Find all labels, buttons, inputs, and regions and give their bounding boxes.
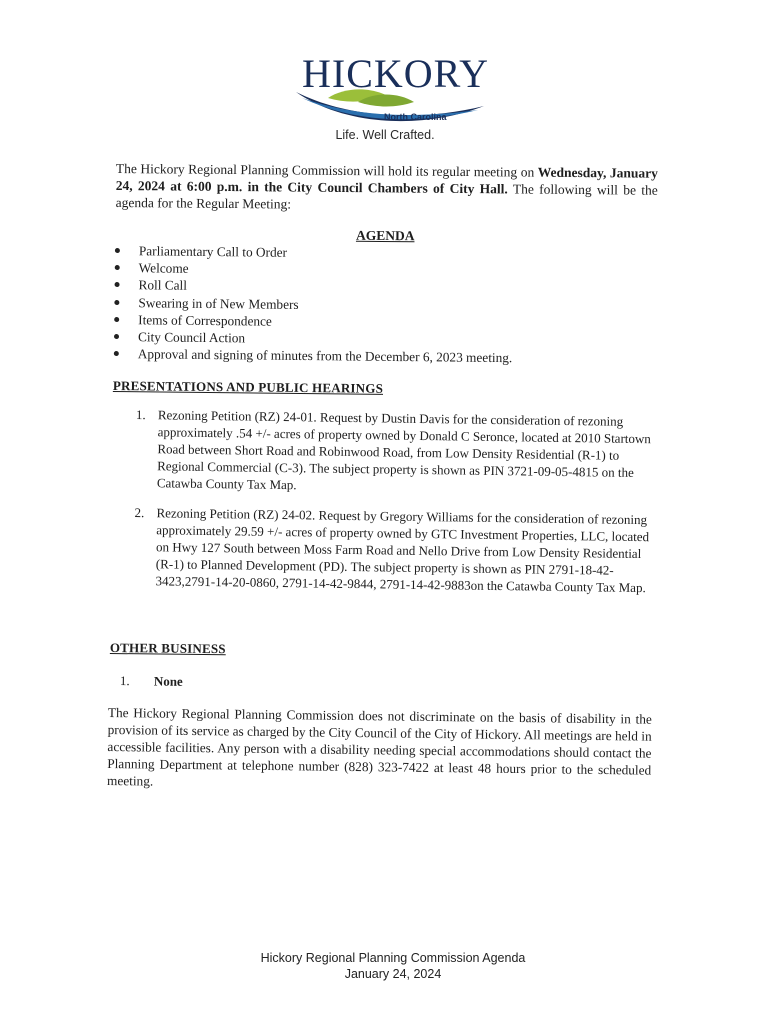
footer-title: Hickory Regional Planning Commission Agenda <box>260 951 526 965</box>
hickory-logo <box>288 46 488 132</box>
intro-text-end: The following will be the agenda for the Regular Meeting: <box>115 181 658 212</box>
presentation-item <box>135 406 654 498</box>
logo-wordmark: HICKORY <box>302 51 490 96</box>
bullet-icon <box>114 351 119 356</box>
other-business-list <box>120 672 420 706</box>
bullet-icon <box>114 300 119 305</box>
agenda-item: City Council Action <box>111 328 611 350</box>
accessibility-statement: The Hickory Regional Planning Commission does not discriminate on the basis of disability in the provision of its service as charged by the City Council of the City of Hickory. All meetings are held in accessible facilities. Any person with a disability needing special accommodations should contact the Planning Department at telephone number (828) 323-7422 at least 48 hours prior to the scheduled meeting. <box>106 704 652 789</box>
bullet-icon <box>114 317 119 322</box>
bullet-icon <box>115 265 120 270</box>
presentations-heading: PRESENTATIONS AND PUBLIC HEARINGS <box>112 378 384 396</box>
intro-text: The Hickory Regional Planning Commission will hold its regular meeting on <box>115 160 538 180</box>
item-number: 1. <box>135 406 146 423</box>
presentations-list <box>133 406 654 609</box>
bullet-icon <box>115 282 120 287</box>
intro-paragraph <box>116 160 658 216</box>
other-business-item <box>120 672 420 693</box>
bullet-icon <box>115 248 120 253</box>
agenda-item: Approval and signing of minutes from the December 6, 2023 meeting. <box>111 345 611 367</box>
agenda-item: Welcome <box>112 259 612 281</box>
agenda-item: Items of Correspondence <box>111 311 611 333</box>
intro-meeting-details: Wednesday, January 24, 2024 at 6:00 p.m. in the City Council Chambers of City Hall. <box>115 164 658 197</box>
agenda-item: Roll Call <box>111 276 611 298</box>
logo-subtitle: North Carolina <box>384 112 447 122</box>
item-number: 2. <box>134 504 145 521</box>
item-text: None <box>153 673 183 689</box>
footer-date: January 24, 2024 <box>344 967 442 981</box>
bullet-icon <box>114 334 119 339</box>
agenda-item: Parliamentary Call to Order <box>112 242 612 264</box>
item-text: Rezoning Petition (RZ) 24-01. Request by Dustin Davis for the consideration of rezoning approximately .54 +/- acres of property owned by Donald C Seronce, located at 2010 Startown Road between Short Road and Robinwood Road, from Low Density Residential (R-1) to Regional Commercial (C-3). The subject property is shown as PIN 3721-09-05-4815 on the Catawba County Tax Map. <box>156 407 651 493</box>
presentation-item <box>133 504 652 596</box>
item-text: Rezoning Petition (RZ) 24-02. Request by Gregory Williams for the consideration of rezoning approximately 29.59 +/- acres of property owned by GTC Investment Properties, LLC, located on Hwy 127 South between Moss Farm Road and Nello Drive from Low Density Residential (R-1) to Planned Development (PD). The subject property is shown as PIN 2791-18-42-3423,2791-14-20-0860, 2791-14-42-9844, 2791-14-42-9883on the Catawba County Tax Map. <box>155 505 650 596</box>
agenda-heading: AGENDA <box>355 227 415 244</box>
other-business-heading: OTHER BUSINESS <box>109 640 226 657</box>
logo-tagline: Life. Well Crafted. <box>335 128 435 142</box>
agenda-item: Swearing in of New Members <box>111 294 611 316</box>
agenda-list <box>111 242 612 368</box>
item-number: 1. <box>119 672 130 689</box>
page-footer <box>0 950 770 982</box>
